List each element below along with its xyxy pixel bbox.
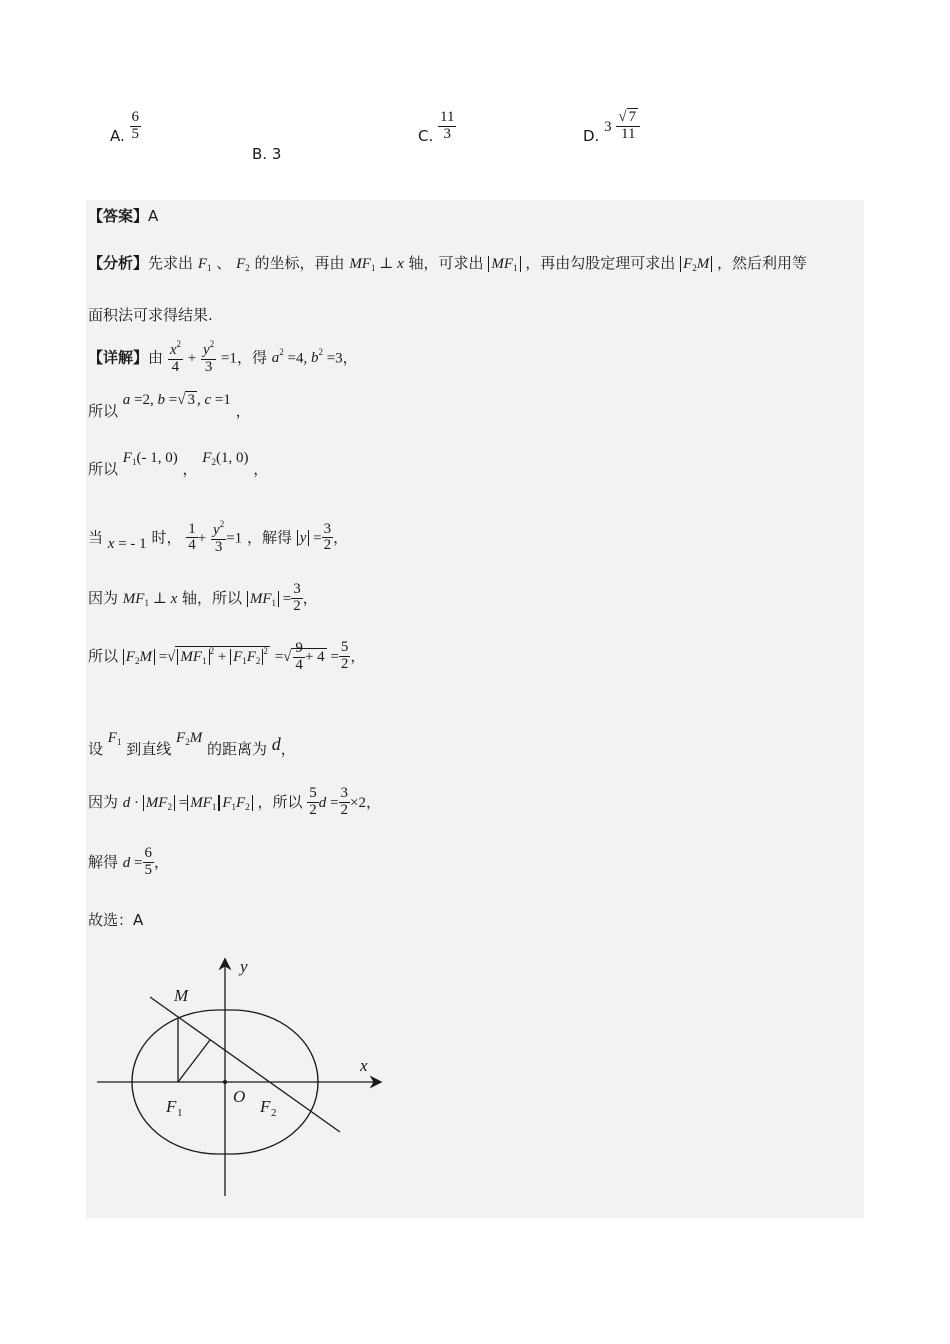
ellipse-figure [86,950,406,1210]
detail-line-2: 所以 a =2, b =√ 3 , c =1 ， [88,392,251,420]
option-d-whole: 3 [604,118,612,135]
perpendicular-segment [178,1040,210,1082]
option-d[interactable] [583,109,640,153]
option-c[interactable] [418,109,456,153]
label-f1-sub: 1 [177,1107,183,1119]
option-b-letter: B. [252,145,268,163]
detail-line-9: 解得 d = $\frac{6}{5}$ ， [88,845,170,878]
label-x: x [360,1056,368,1075]
label-f2: F [260,1097,271,1116]
analysis-line-1: 【分析】先求出 $F_1$ 、 $F_2$ 的坐标，再由 $MF_1$ ⊥ x 轴，可求出 $MF_1$ ，再由勾股定理可求出 $F_2M$ ，然后利用等 [88,254,808,273]
option-c-fraction: $\frac{11}{3}$ [440,109,455,142]
label-o: O [233,1087,246,1106]
option-d-fraction: $\frac{√ 7}{11}$ [616,110,640,143]
detail-line-3: 所以 $F_1(-$ 1, 0) ， $F_2(1$, 0) ， [88,450,269,478]
detail-line-5: 因为 $MF_1$ ⊥ x 轴，所以 $MF_1$ = $\frac{3}{2}$ ， [88,581,318,614]
option-a[interactable] [110,109,141,153]
detail-line-8: 因为 $d \cdot MF_2 = MF_1$ $F_1F_2$ ，所以 $\frac{5}{2}$ d = $\frac{3}{2}$ ×2， [88,785,381,818]
detail-line-6: 所以 $F_2M$ =√ $MF_1^2 + F_1F_2^2$ =√ $\frac{9}{4}$ + 4 = $\frac{5}{2}$ ， [88,639,366,673]
detail-line-4: 当 x = - 1 时， $\frac{1}{4}$ + $\frac{y^2}{3}$ =1 ，解得 y = $\frac{3}{2}$ ， [88,519,349,555]
option-b-value: 3 [271,145,282,163]
detail-line-7: 设 $F_1$ 到直线 $F_2M$ 的距离为 d， [88,730,296,758]
option-b[interactable] [252,145,281,163]
label-m: M [174,986,189,1005]
answer-line: 【答案】A [88,207,159,225]
label-f2-sub: 2 [271,1107,277,1119]
label-f1: F [166,1097,177,1116]
detail-line-1: 【详解】由 $\frac{x^2}{4}$ + $\frac{y^2}{3}$ =1，得 $a^2 =4$, $b^2 =3$， [88,339,358,375]
final-answer-line: 故选：A [88,911,144,929]
analysis-line-2: 面积法可求得结果. [88,306,213,324]
label-y: y [240,957,248,976]
option-c-letter: C. [418,126,434,145]
option-a-fraction: $\frac{6}{5}$ [131,109,140,142]
option-a-letter: A. [110,126,125,145]
option-d-letter: D. [583,126,600,145]
origin-point [223,1080,227,1084]
